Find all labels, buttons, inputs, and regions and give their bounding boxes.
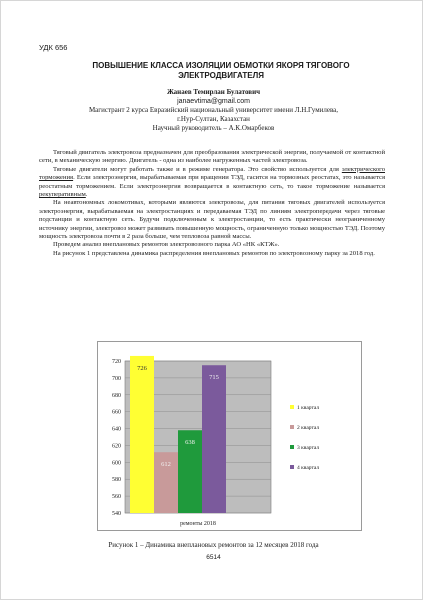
author-block (41, 88, 386, 133)
legend-swatch (290, 445, 294, 449)
y-tick-label: 560 (112, 494, 121, 501)
body-text (39, 149, 385, 258)
paragraph-5: На рисунок 1 представлена динамика распределения внеплановых ремонтов по электровозному парку за 2018 год. (53, 249, 375, 257)
bar-4 (202, 365, 226, 513)
legend-swatch (290, 405, 294, 409)
paragraph-2-text-a: Тяговые двигатели могут работать также и в режиме генератора. Это свойство используется для (53, 165, 342, 173)
legend-label: 2 квартал (297, 425, 320, 431)
paragraph-4: Проведем анализ внеплановых ремонтов электровозного парка АО «НК «КТЖ». (53, 241, 280, 249)
y-tick-label: 660 (112, 409, 121, 416)
affiliation-line-2: г.Нур-Султан, Казахстан (177, 115, 250, 123)
x-category-label: ремонты 2018 (180, 521, 216, 527)
affiliation-line-1: Магистрант 2 курса Евразийский национальный университет имени Л.Н.Гумилева, (88, 106, 339, 114)
title-line-1: ПОВЫШЕНИЕ КЛАССА ИЗОЛЯЦИИ ОБМОТКИ ЯКОРЯ ТЯГОВОГО (92, 61, 350, 70)
figure-caption: Рисунок 1 – Динамика внеплановых ремонтов за 12 месяцев 2018 года (108, 541, 319, 549)
paper-title (61, 61, 381, 81)
paragraph-2 (39, 166, 385, 200)
legend-swatch (290, 425, 294, 429)
y-tick-label: 700 (112, 375, 121, 382)
author-email: janaevtima@gmail.com (177, 98, 250, 105)
y-tick-label: 720 (112, 359, 121, 365)
legend-label: 3 квартал (297, 445, 320, 451)
paragraph-3: На неавтономных локомотивах, которыми являются электровозы, для питания тяговых двигателей используется электроэнергия, вырабатываемая на электростанциях и передаваемая ТЭД по линиям электропередачи через тяговые подстанции и контактную сеть. Будучи подключенным к электростанции, то есть практически неограниченному источнику энергии, электровоз может развивать повышенную мощность, ограниченную только мощностью ТЭД. Поэтому мощность электровоза почти в 2 раза больше, чем тепловоза равной массы. (39, 199, 385, 241)
bar-data-label: 638 (185, 439, 195, 447)
paragraph-2-text-c: . (85, 191, 88, 199)
link-regenerative[interactable]: рекуперативным (39, 191, 86, 199)
legend-swatch (290, 465, 294, 469)
legend-label: 1 квартал (297, 405, 320, 411)
bar-data-label: 726 (137, 364, 147, 372)
paragraph-2-text-b: . Если электроэнергия, вырабатываемая при вращении ТЭД, гасится на тормозных реостатах, это называется реостатным торможением. Если электроэнергия возвращается в контактную сеть, то такое торможение называется (39, 174, 385, 190)
paragraph-1: Тяговый двигатель электровоза предназначен для преобразования электрической энергии, получаемой от контактной сети, в механическую энергию. Двигатель - одна из наиболее нагруженных частей электровоза. (39, 149, 385, 165)
y-tick-label: 640 (112, 426, 121, 433)
bar-data-label: 715 (209, 374, 219, 382)
y-tick-label: 620 (112, 443, 121, 450)
legend-label: 4 квартал (297, 465, 320, 471)
supervisor: Научный руководитель – А.К.Омарбеков (152, 124, 275, 132)
title-line-2: ЭЛЕКТРОДВИГАТЕЛЯ (178, 71, 264, 80)
bar-1 (130, 356, 154, 513)
y-tick-label: 600 (112, 460, 121, 467)
bar-data-label: 612 (161, 461, 171, 469)
y-tick-label: 580 (112, 477, 121, 484)
link-electric-braking[interactable]: электрического торможения (39, 165, 385, 182)
author-name: Жанаев Темирлан Булатович (166, 88, 261, 96)
y-tick-label: 680 (112, 392, 121, 399)
page-number: 6514 (206, 554, 221, 561)
udk-code: УДК 656 (39, 43, 68, 52)
bar-chart (97, 341, 362, 531)
y-tick-label: 540 (112, 511, 121, 517)
